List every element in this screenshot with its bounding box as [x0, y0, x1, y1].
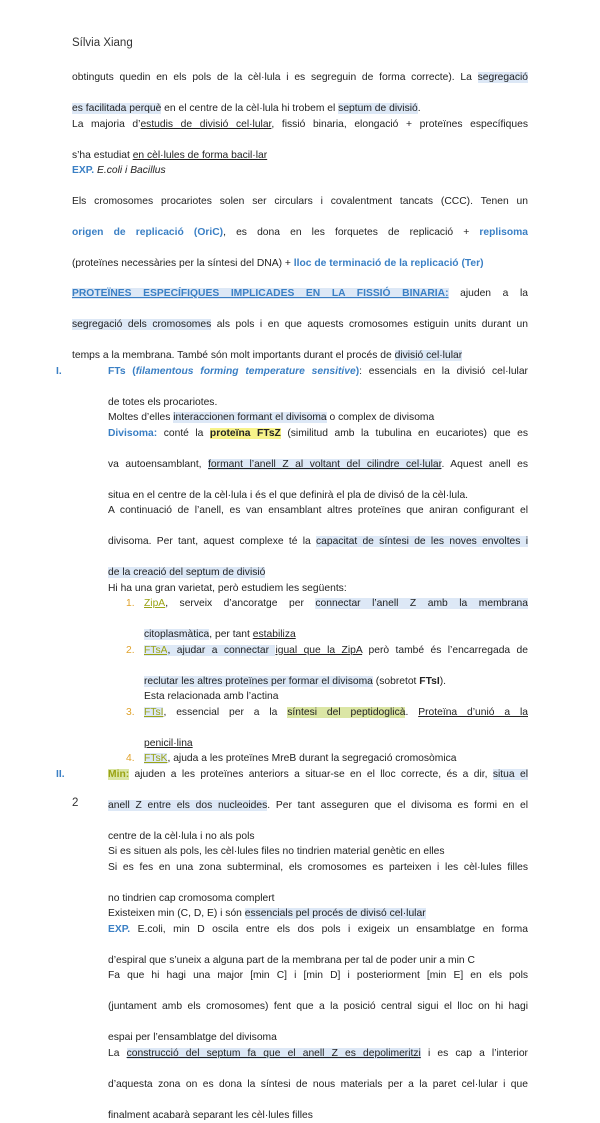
- document-body: [72, 70, 528, 1123]
- section-line-3: temps a la membrana. També són molt importants durant el procés de divisió cel·lular: [72, 348, 528, 364]
- header-author: Sílvia Xiang: [72, 37, 133, 49]
- section-line-1: PROTEÏNES ESPECÍFIQUES IMPLICADES EN LA FISSIÓ BINARIA: ajuden a la: [72, 286, 528, 317]
- intro-example: EXP. E.coli i Bacillus: [72, 163, 528, 179]
- intro-line-3: La majoria d’estudis de divisió cel·lular, fissió binaria, elongació + proteïnes específiques: [72, 117, 528, 148]
- list-item-fts: I. FTs (filamentous forming temperature sensitive): essencials en la divisió cel·lular de totes els procariotes. Moltes d’elles interaccionen formant el divisoma o complex de divisoma Divisoma: conté la proteïna FTsZ (similitud amb la tubulina en eucariotes) que es va autoensamblant, formant l’anell Z al voltant del cilindre cel·lular. Aquest anell es situa en el centre de la cèl·lula i és el que definirà el pla de divisó de la cèl·lula. A continuació de l’anell, es van ensamblant altres proteïnes que aniran configurant el divisoma. Per tant, aquest complexe té la capacitat de síntesi de les noves envoltes i de la creació del septum de divisió Hi ha una gran varietat, però estudiem les següents:: [72, 364, 528, 597]
- chromo-line-2: origen de replicació (OriC), es dona en les forquetes de replicació + replisoma: [72, 225, 528, 256]
- sub-item-ftsi: 3. FTsI, essencial per a la síntesi del peptidoglicà. Proteïna d’unió a la penicil·lina: [72, 705, 528, 752]
- sub-item-zipa: 1. ZipA, serveix d’ancoratge per connectar l’anell Z amb la membrana citoplasmàtica, per tant estabiliza: [72, 596, 528, 643]
- chromo-line-3: (proteïnes necessàries per la síntesi del DNA) + lloc de terminació de la replicació (Ter): [72, 256, 528, 272]
- sub-item-ftsk: 4. FTsK, ajuda a les proteïnes MreB durant la segregació cromosòmica: [72, 751, 528, 767]
- section-line-2: segregació dels cromosomes als pols i en que aquests cromosomes estiguin units durant un: [72, 317, 528, 348]
- page-number: 2: [72, 797, 78, 809]
- list-marker: I.: [56, 364, 62, 380]
- list-item-min: II. Min: ajuden a les proteïnes anteriors a situar-se en el lloc correcte, és a dir, situa el anell Z entre els dos nucleoides. Per tant asseguren que el divisoma es formi en el centre de la cèl·lula i no als pols Si es situen als pols, les cèl·lules files no tindrien material genètic en elles Si es fes en una zona subterminal, els cromosomes es parteixen i les cèl·lules filles no tindrien cap cromosoma complert Existeixen min (C, D, E) i són essencials pel procés de divisó cel·lular EXP. E.coli, min D oscila entre els dos pols i exigeix un ensamblatge en forma d’espiral que s’uneix a alguna part de la membrana per tal de poder unir a min C Fa que hi hagi una major [min C] i [min D] i posteriorment [min E] en els pols (juntament amb els cromosomes) fent que a la posició central sigui el lloc on hi hagi espai per l’ensamblatge del divisoma La construcció del septum fa que el anell Z es depolimeritzi i es cap a l’interior d’aquesta zona on es dona la síntesi de nous materials per a la paret cel·lular i que finalment acabarà separant les cèl·lules filles: [72, 767, 528, 1123]
- intro-line-2: es facilitada perquè en el centre de la cèl·lula hi trobem el septum de divisió.: [72, 101, 528, 117]
- intro-line-1: obtinguts quedin en els pols de la cèl·lula i es segreguin de forma correcte). La segregació: [72, 70, 528, 101]
- chromo-line-1: Els cromosomes procariotes solen ser circulars i covalentment tancats (CCC). Tenen un: [72, 194, 528, 225]
- intro-line-4: s’ha estudiat en cèl·lules de forma bacil·lar: [72, 148, 528, 164]
- divisoma-line-1: Divisoma: conté la proteïna FTsZ (similitud amb la tubulina en eucariotes) que es: [108, 426, 528, 457]
- sub-item-ftsa: 2. FTsA, ajudar a connectar igual que la ZipA però també és l’encarregada de reclutar les altres proteïnes per formar el divisoma (sobretot FTsI). Esta relacionada amb l’actina: [72, 643, 528, 705]
- list-marker: II.: [56, 767, 65, 783]
- section-heading: PROTEÏNES ESPECÍFIQUES IMPLICADES EN LA FISSIÓ BINARIA:: [72, 288, 449, 299]
